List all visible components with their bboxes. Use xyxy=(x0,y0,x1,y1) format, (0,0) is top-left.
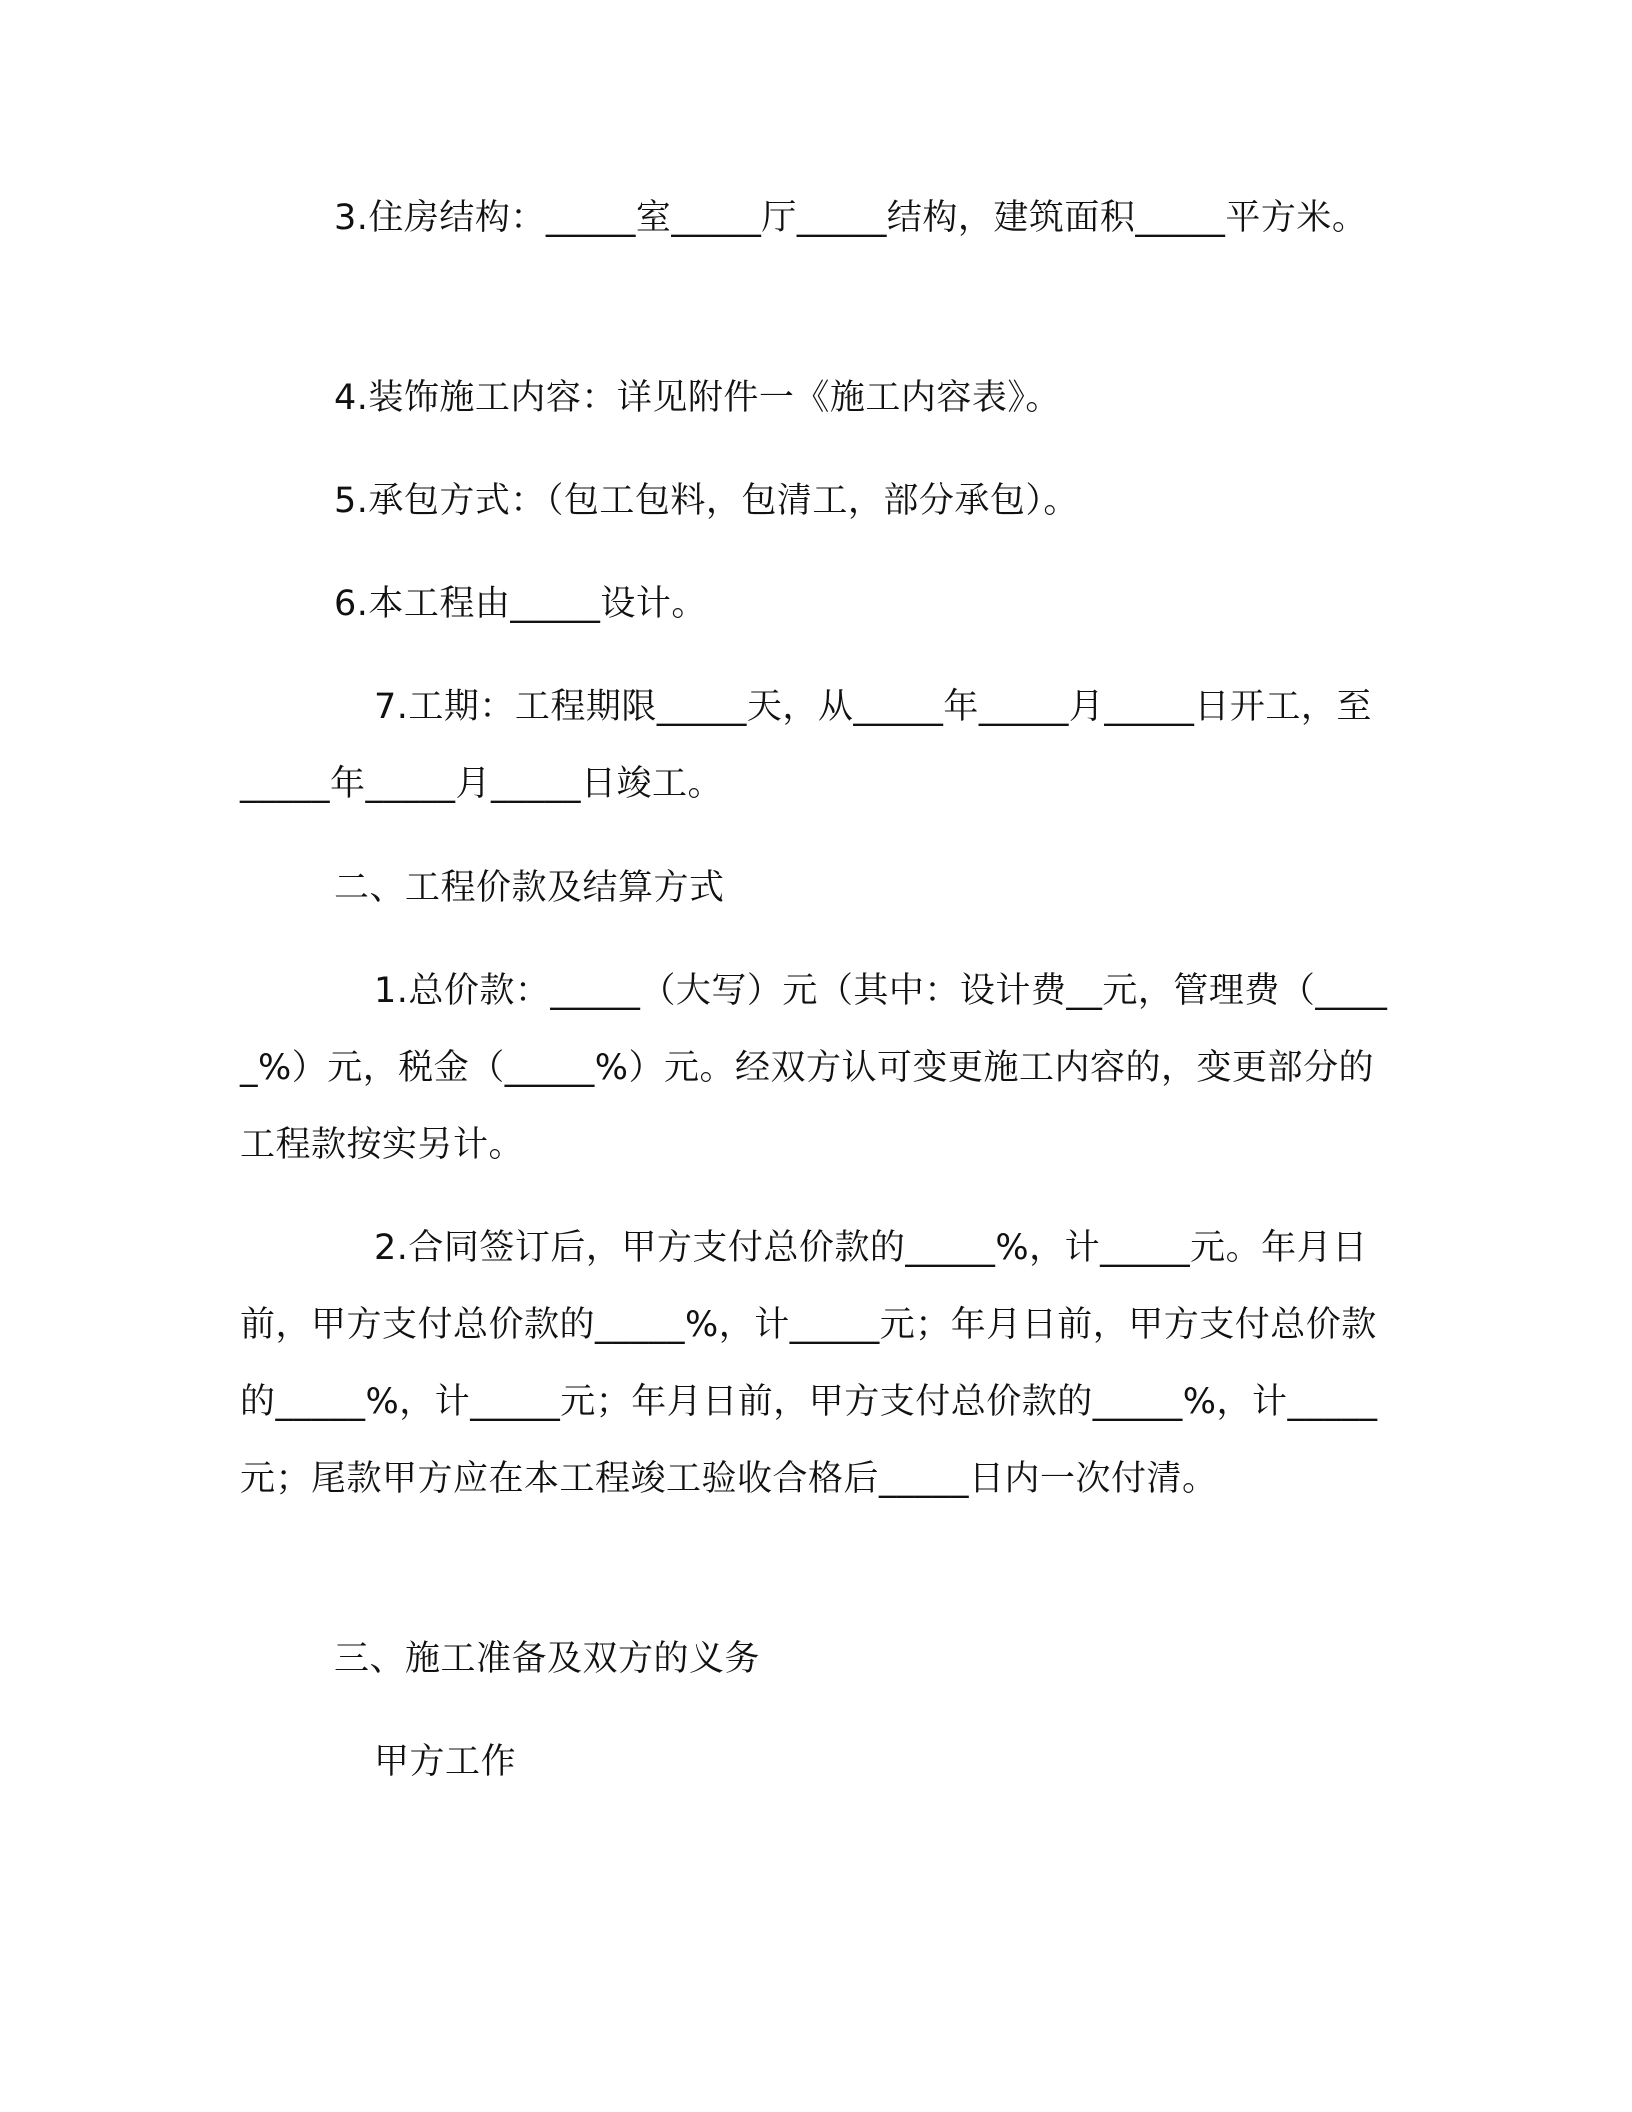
clause-payment-schedule: 2.合同签订后，甲方支付总价款的_____%，计_____元。年月日前，甲方支付总价款的_____%，计_____元；年月日前，甲方支付总价款的_____%，计_____元；年月日前，甲方支付总价款的_____%，计_____元；尾款甲方应在本工程竣工验收合格后_____日内一次付清。 xyxy=(240,1228,1378,1499)
clause-housing-structure: 3.住房结构：_____室_____厅_____结构，建筑面积_____平方米。 xyxy=(334,198,1368,238)
clause-duration: 7.工期：工程期限_____天，从_____年_____月_____日开工，至_____年_____月_____日竣工。 xyxy=(240,687,1372,804)
section-heading-obligations: 三、施工准备及双方的义务 xyxy=(334,1639,761,1679)
subheading-party-a-work: 甲方工作 xyxy=(374,1742,517,1782)
clause-contract-mode: 5.承包方式：（包工包料，包清工，部分承包）。 xyxy=(334,481,1079,521)
section-heading-price: 二、工程价款及结算方式 xyxy=(334,868,725,908)
clause-construction-content: 4.装饰施工内容：详见附件一《施工内容表》。 xyxy=(334,378,1061,418)
clause-design: 6.本工程由_____设计。 xyxy=(334,584,707,624)
clause-total-price: 1.总价款：_____（大写）元（其中：设计费__元，管理费（_____%）元，税金（_____%）元。经双方认可变更施工内容的，变更部分的工程款按实另计。 xyxy=(240,971,1388,1165)
